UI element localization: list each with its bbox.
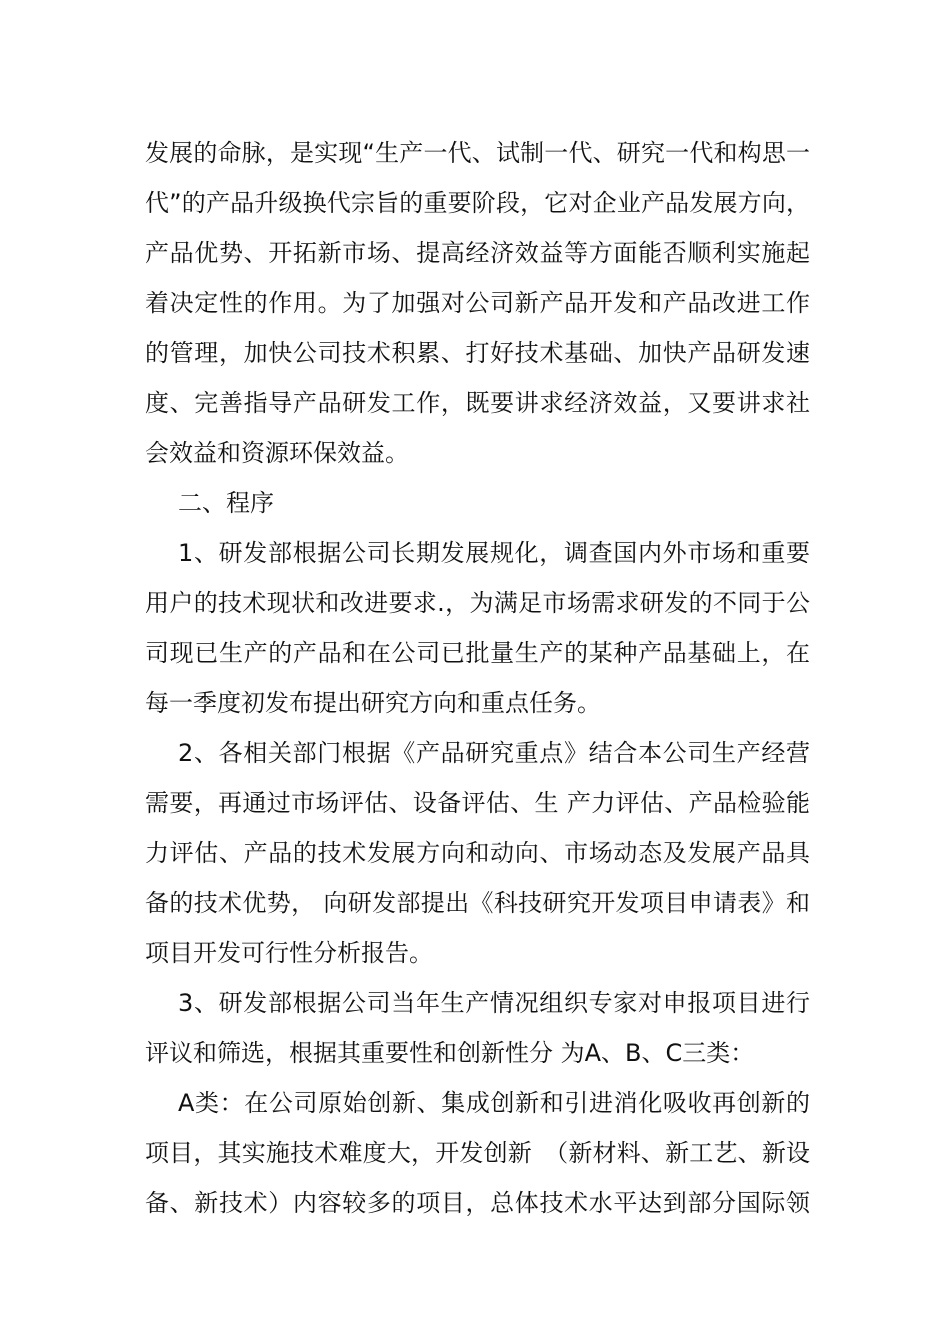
text-line: 2、各相关部门根据《产品研究重点》结合本公司生产经营: [178, 739, 810, 767]
text-line: 3、研发部根据公司当年生产情况组织专家对申报项目进行: [178, 989, 810, 1017]
text-line: 每一季度初发布提出研究方向和重点任务。: [145, 689, 601, 717]
text-line: 备的技术优势， 向研发部提出《科技研究开发项目申请表》和: [145, 889, 810, 917]
text-line: 着决定性的作用。为了加强对公司新产品开发和产品改进工作: [145, 289, 810, 317]
text-line: 用户的技术现状和改进要求.，为满足市场需求研发的不同于公: [145, 589, 810, 617]
text-line: 会效益和资源环保效益。: [145, 439, 409, 467]
text-line: 产品优势、开拓新市场、提高经济效益等方面能否顺利实施起: [145, 239, 810, 267]
text-line: 项目，其实施技术难度大，开发创新 （新材料、新工艺、新设: [145, 1139, 810, 1167]
text-line: 发展的命脉，是实现“生产一代、试制一代、研究一代和构思一: [145, 139, 810, 167]
text-line: 司现已生产的产品和在公司已批量生产的某种产品基础上，在: [145, 639, 810, 667]
text-line: 度、完善指导产品研发工作，既要讲求经济效益，又要讲求社: [145, 389, 810, 417]
section-heading: 二、程序: [178, 489, 274, 517]
text-line: 1、研发部根据公司长期发展规化，调查国内外市场和重要: [178, 539, 810, 567]
text-line: 需要，再通过市场评估、设备评估、生 产力评估、产品检验能: [145, 789, 810, 817]
text-line: 项目开发可行性分析报告。: [145, 939, 433, 967]
text-line: 代”的产品升级换代宗旨的重要阶段，它对企业产品发展方向，: [145, 189, 810, 217]
text-line: A类：在公司原始创新、集成创新和引进消化吸收再创新的: [178, 1089, 810, 1117]
text-line: 的管理，加快公司技术积累、打好技术基础、加快产品研发速: [145, 339, 810, 367]
text-line: 力评估、产品的技术发展方向和动向、市场动态及发展产品具: [145, 839, 810, 867]
text-line: 备、新技术）内容较多的项目，总体技术水平达到部分国际领: [145, 1189, 810, 1217]
document-body: [145, 128, 810, 1228]
text-line: 评议和筛选，根据其重要性和创新性分 为A、B、C三类：: [145, 1039, 755, 1067]
